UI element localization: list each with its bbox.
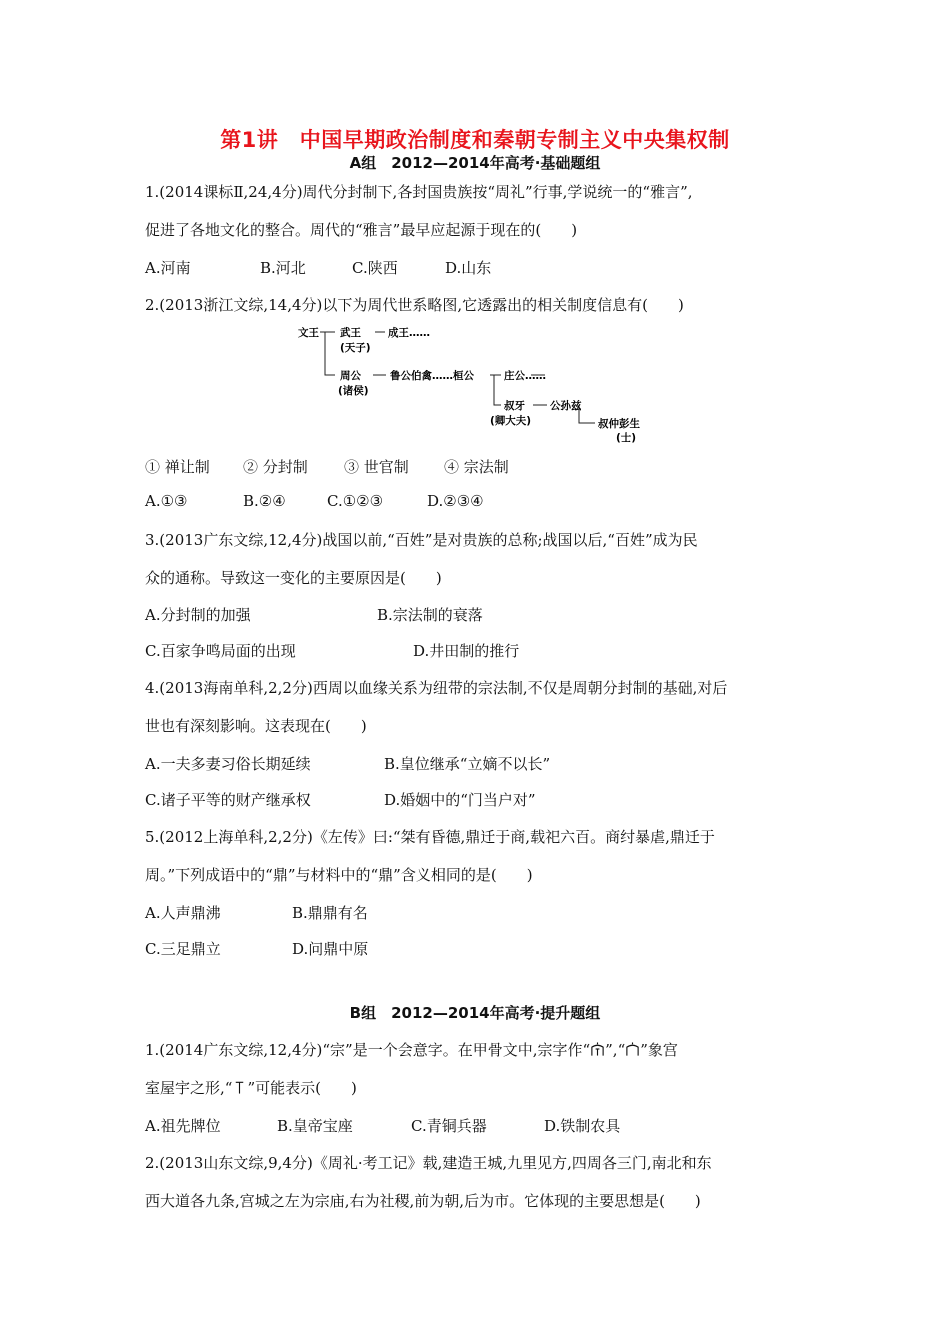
- question-b1-text-5: ”可能表示( ): [247, 1079, 357, 1097]
- option-a5-c: C.三足鼎立: [145, 940, 221, 958]
- option-b1-b: B.皇帝宝座: [277, 1117, 353, 1135]
- statement-a2-4: ④ 宗法制: [444, 458, 509, 476]
- question-a2-line1: 2.(2013浙江文综,14,4分)以下为周代世系略图,它透露出的相关制度信息有( ): [145, 296, 684, 314]
- option-b1-d: D.铁制农具: [544, 1117, 621, 1135]
- option-a4-d: D.婚姻中的“门当户对”: [384, 791, 536, 809]
- option-a1-d: D.山东: [445, 259, 492, 277]
- option-a1-c: C.陕西: [352, 259, 398, 277]
- option-a2-d: D.②③④: [427, 492, 484, 510]
- question-a3-line1: 3.(2013广东文综,12,4分)战国以前,“百姓”是对贵族的总称;战国以后,“百姓”成为民: [145, 531, 698, 549]
- option-b1-c: C.青铜兵器: [411, 1117, 487, 1135]
- node-shi-label: (士): [616, 432, 637, 444]
- question-a3-line2: 众的通称。导致这一变化的主要原因是( ): [145, 569, 442, 587]
- statement-a2-1: ① 禅让制: [145, 458, 210, 476]
- option-a2-b: B.②④: [243, 492, 286, 510]
- option-a2-c: C.①②③: [327, 492, 384, 510]
- node-zhuhou-label: (诸侯): [338, 385, 369, 397]
- question-b2-line1: 2.(2013山东文综,9,4分)《周礼·考工记》载,建造王城,九里见方,四周各三门,南北和东: [145, 1154, 712, 1172]
- question-a1-line1: 1.(2014课标Ⅱ,24,4分)周代分封制下,各封国贵族按“周礼”行事,学说统一的“雅言”,: [145, 183, 693, 201]
- option-a1-b: B.河北: [260, 259, 306, 277]
- question-a4-line1: 4.(2013海南单科,2,2分)西周以血缘关系为纽带的宗法制,不仅是周朝分封制的基础,对后: [145, 679, 728, 697]
- option-a2-a: A.①③: [145, 492, 188, 510]
- option-b1-a: A.祖先牌位: [145, 1117, 221, 1135]
- node-shuzhong: 叔仲彭生: [598, 418, 640, 430]
- question-b1-text-2: ”,“: [605, 1041, 626, 1059]
- group-a-header: A组 2012—2014年高考·基础题组: [349, 154, 601, 172]
- node-shuya: 叔牙: [504, 400, 525, 412]
- node-chengwang: 成王……: [388, 327, 430, 339]
- node-zhougong: 周公: [340, 370, 361, 382]
- statement-a2-3: ③ 世官制: [344, 458, 409, 476]
- node-tianzi-label: (天子): [340, 342, 371, 354]
- node-gongsunzi: 公孙兹: [550, 400, 582, 412]
- question-a5-line1: 5.(2012上海单科,2,2分)《左传》曰:“桀有昏德,鼎迁于商,载祀六百。商纣暴虐,鼎迁于: [145, 828, 715, 846]
- option-a5-d: D.问鼎中原: [292, 940, 369, 958]
- option-a4-b: B.皇位继承“立嫡不以长”: [384, 755, 551, 773]
- group-b-header: B组 2012—2014年高考·提升题组: [349, 1004, 601, 1022]
- node-zhuanggong: 庄公……: [504, 370, 546, 382]
- oracle-bone-zong-icon: [590, 1041, 605, 1057]
- option-a3-b: B.宗法制的衰落: [377, 606, 483, 624]
- option-a5-b: B.鼎鼎有名: [292, 904, 368, 922]
- option-a3-c: C.百家争鸣局面的出现: [145, 642, 296, 660]
- oracle-bone-roof-icon: [625, 1041, 640, 1057]
- question-a4-line2: 世也有深刻影响。这表现在( ): [145, 717, 367, 735]
- question-a1-line2: 促进了各地文化的整合。周代的“雅言”最早应起源于现在的( ): [145, 221, 578, 239]
- option-a3-d: D.井田制的推行: [413, 642, 520, 660]
- question-b1-text-4: 室屋宇之形,“: [145, 1079, 233, 1097]
- page-title: 第1讲 中国早期政治制度和秦朝专制主义中央集权制: [220, 128, 730, 152]
- question-b1-text-1: 1.(2014广东文综,12,4分)“宗”是一个会意字。在甲骨文中,宗字作“: [145, 1041, 591, 1059]
- question-a5-line2: 周。”下列成语中的“鼎”与材料中的“鼎”含义相同的是( ): [145, 866, 533, 884]
- genealogy-diagram: [290, 320, 670, 446]
- node-wenwang: 文王: [298, 327, 319, 339]
- question-b1-line1: [145, 1039, 678, 1060]
- node-wuwang: 武王: [340, 327, 361, 339]
- question-b1-line2: [145, 1077, 357, 1098]
- node-lugong: 鲁公伯禽……桓公: [390, 370, 474, 382]
- option-a4-a: A.一夫多妻习俗长期延续: [145, 755, 311, 773]
- question-b1-text-3: ”象宫: [640, 1041, 678, 1059]
- option-a1-a: A.河南: [145, 259, 191, 277]
- statement-a2-2: ② 分封制: [243, 458, 308, 476]
- oracle-bone-shi-icon: [232, 1079, 247, 1095]
- option-a4-c: C.诸子平等的财产继承权: [145, 791, 311, 809]
- node-qingdafu-label: (卿大夫): [490, 415, 532, 427]
- question-b2-line2: 西大道各九条,宫城之左为宗庙,右为社稷,前为朝,后为市。它体现的主要思想是( ): [145, 1192, 701, 1210]
- option-a5-a: A.人声鼎沸: [145, 904, 221, 922]
- option-a3-a: A.分封制的加强: [145, 606, 251, 624]
